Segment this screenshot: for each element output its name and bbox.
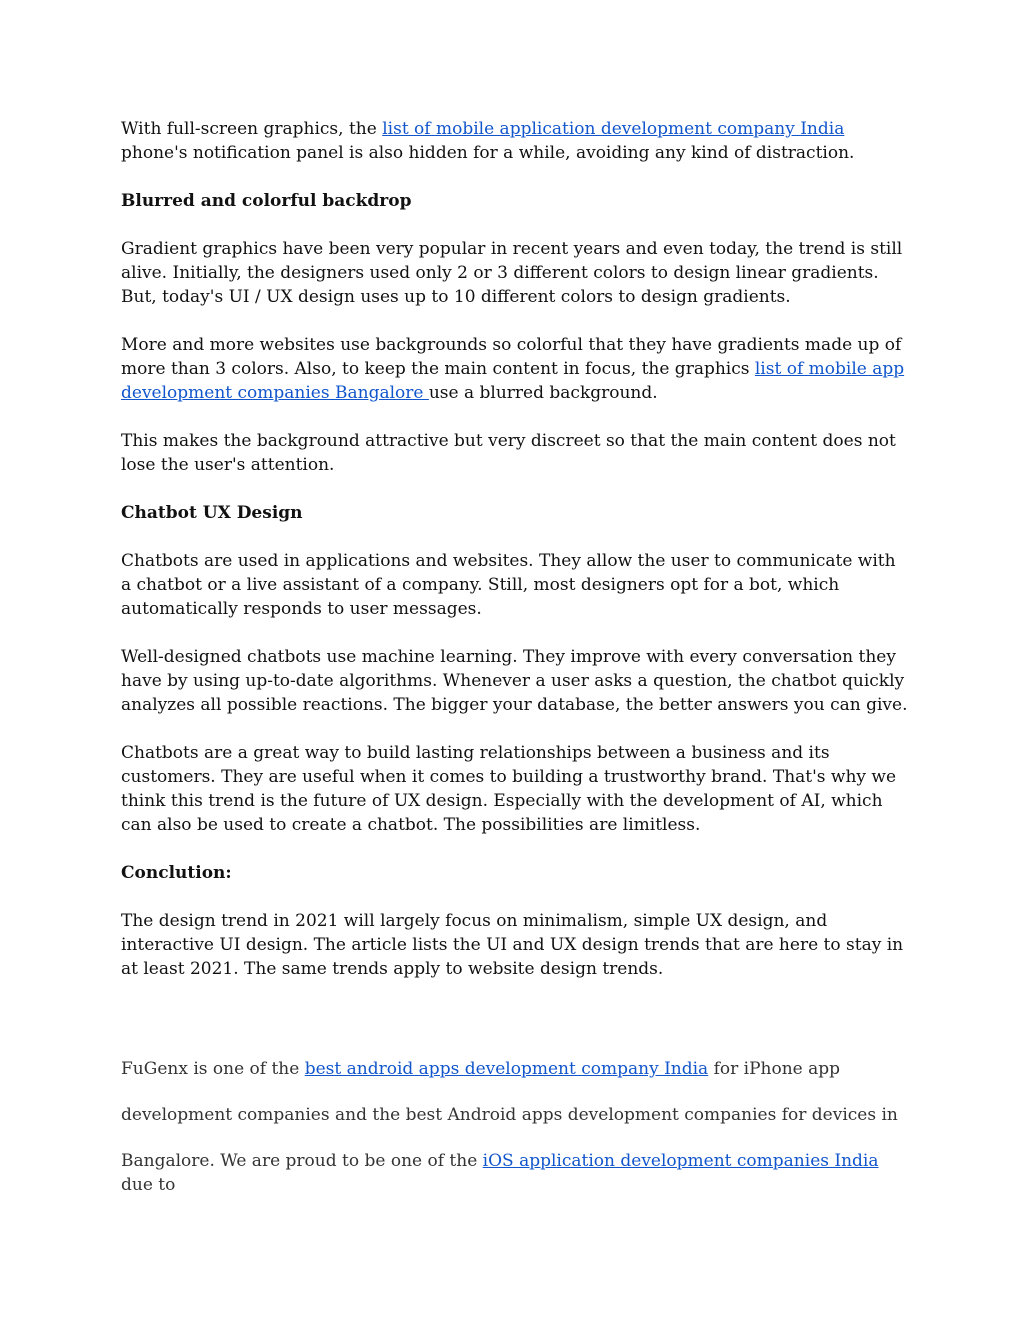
link-best-android-apps-company-india[interactable]: best android apps development company India: [304, 1059, 709, 1079]
fugenx-line-2: development companies and the best Android apps development companies for devices in: [121, 1105, 898, 1125]
document-body: [121, 117, 911, 1197]
heading-conclusion: Conclution:: [121, 863, 232, 883]
fugenx-section: [121, 1057, 911, 1197]
paragraph-chatbots-used: Chatbots are used in applications and websites. They allow the user to communicate with a chatbot or a live assistant of a company. Still, most designers opt for a bot, which automatically responds to user messages.: [121, 551, 896, 619]
paragraph-design-trend-2021: The design trend in 2021 will largely focus on minimalism, simple UX design, and interactive UI design. The article lists the UI and UX design trends that are here to stay in at least 2021. The same trends apply to website design trends.: [121, 911, 904, 979]
paragraph-colorful-backgrounds: More and more websites use backgrounds so colorful that they have gradients made up of more than 3 colors. Also, to keep the main content in focus, the graphics list of mobile app development companies Bangalore use a blurred background.: [121, 335, 905, 403]
link-mobile-app-dev-companies-bangalore[interactable]: list of mobile app development companies Bangalore: [121, 359, 905, 403]
paragraph-machine-learning: Well-designed chatbots use machine learning. They improve with every conversation they have by using up-to-date algorithms. Whenever a user asks a question, the chatbot quickly analyzes all possible reactions. The bigger your database, the better answers you can give.: [121, 647, 908, 715]
paragraph-fullscreen-graphics: With full-screen graphics, the list of mobile application development company India phone's notification panel is also hidden for a while, avoiding any kind of distraction.: [121, 119, 855, 163]
heading-blurred-backdrop: Blurred and colorful backdrop: [121, 191, 412, 211]
fugenx-line-1: FuGenx is one of the best android apps development company India for iPhone app: [121, 1059, 841, 1079]
fugenx-line-3: Bangalore. We are proud to be one of the iOS application development companies India due to: [121, 1151, 879, 1195]
link-ios-app-dev-companies-india[interactable]: iOS application development companies India: [482, 1151, 879, 1171]
link-mobile-app-dev-company-india[interactable]: list of mobile application development company India: [382, 119, 845, 139]
paragraph-lasting-relationships: Chatbots are a great way to build lasting relationships between a business and its customers. They are useful when it comes to building a trustworthy brand. That's why we think this trend is the future of UX design. Especially with the development of AI, which can also be used to create a chatbot. The possibilities are limitless.: [121, 743, 897, 835]
heading-chatbot-ux: Chatbot UX Design: [121, 503, 303, 523]
paragraph-background-attractive: This makes the background attractive but very discreet so that the main content does not lose the user's attention.: [121, 431, 896, 475]
paragraph-gradient-graphics: Gradient graphics have been very popular in recent years and even today, the trend is still alive. Initially, the designers used only 2 or 3 different colors to design linear gradients. But, today's UI / UX design uses up to 10 different colors to design gradients.: [121, 239, 903, 307]
